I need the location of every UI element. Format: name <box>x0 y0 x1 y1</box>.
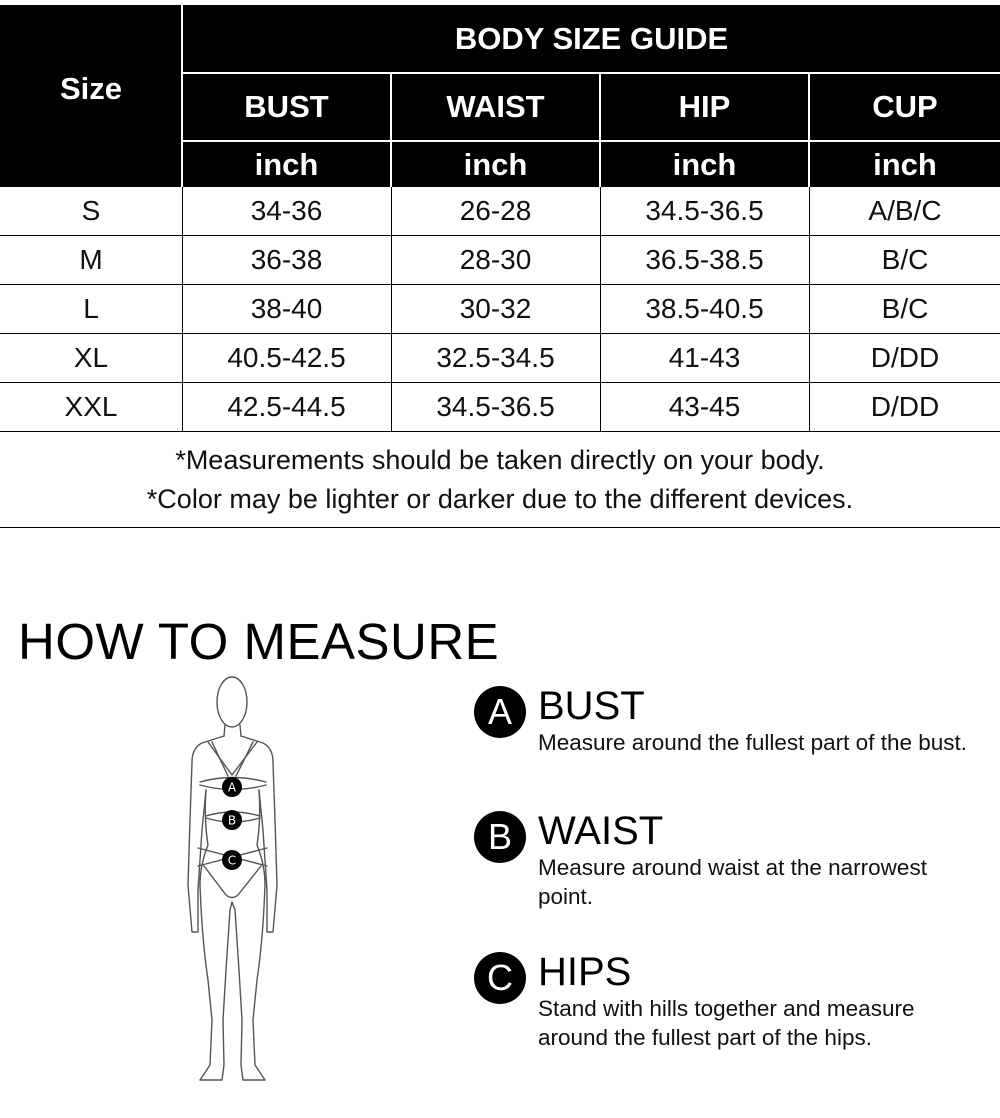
column-divider <box>182 334 183 382</box>
column-divider <box>600 285 601 333</box>
step-description: Stand with hills together and measure around the fullest part of the hips. <box>538 996 915 1050</box>
column-divider <box>391 383 392 431</box>
marker-c-icon <box>222 850 242 870</box>
table-row <box>0 383 1000 432</box>
size-cell: XL <box>73 342 109 373</box>
size-cell: L <box>83 293 99 324</box>
marker-a-icon <box>222 777 242 797</box>
bust-cell: 36-38 <box>250 244 323 275</box>
column-header-hip: HIP <box>678 89 731 124</box>
column-divider <box>809 187 810 235</box>
waist-cell: 34.5-36.5 <box>436 391 555 422</box>
column-divider <box>391 236 392 284</box>
size-cell: S <box>81 195 101 226</box>
hip-cell: 34.5-36.5 <box>645 195 764 226</box>
cup-cell: B/C <box>881 244 929 275</box>
table-title: BODY SIZE GUIDE <box>454 20 729 56</box>
size-cell: XXL <box>64 391 118 422</box>
letter-c-icon: C <box>474 952 526 1004</box>
svg-text:C: C <box>227 853 237 868</box>
svg-text:B: B <box>227 813 237 828</box>
header-divider <box>599 74 601 187</box>
table-row <box>0 334 1000 383</box>
column-divider <box>182 285 183 333</box>
hip-cell: 38.5-40.5 <box>645 293 764 324</box>
step-description: Measure around waist at the narrowest point. <box>538 855 927 909</box>
size-chart-table <box>0 5 1000 528</box>
bust-cell: 38-40 <box>250 293 323 324</box>
cup-cell: D/DD <box>870 342 940 373</box>
waist-cell: 32.5-34.5 <box>436 342 555 373</box>
column-divider <box>809 334 810 382</box>
body-outline-icon <box>170 670 300 1095</box>
size-cell: M <box>79 244 103 275</box>
step-heading: BUST <box>538 684 645 728</box>
column-divider <box>391 285 392 333</box>
bust-cell: 42.5-44.5 <box>227 391 346 422</box>
table-row <box>0 285 1000 334</box>
waist-cell: 26-28 <box>459 195 532 226</box>
bust-cell: 40.5-42.5 <box>227 342 346 373</box>
cup-cell: A/B/C <box>868 195 942 226</box>
svg-text:A: A <box>227 780 237 795</box>
hip-cell: 43-45 <box>668 391 741 422</box>
letter-b-icon: B <box>474 811 526 863</box>
step-heading: HIPS <box>538 950 632 994</box>
column-divider <box>600 236 601 284</box>
marker-b-icon <box>222 810 242 830</box>
column-divider <box>391 187 392 235</box>
column-divider <box>600 187 601 235</box>
column-divider <box>809 236 810 284</box>
header-divider <box>390 74 392 187</box>
cup-cell: B/C <box>881 293 929 324</box>
column-divider <box>809 285 810 333</box>
size-column-header: Size <box>59 71 123 106</box>
column-divider <box>600 383 601 431</box>
hip-cell: 36.5-38.5 <box>645 244 764 275</box>
column-header-cup: CUP <box>872 89 938 124</box>
step-description: Measure around the fullest part of the bust. <box>538 730 968 755</box>
column-divider <box>391 334 392 382</box>
how-to-measure-title: HOW TO MEASURE <box>18 613 500 670</box>
column-divider <box>182 236 183 284</box>
note-measurements: *Measurements should be taken directly on your body. <box>175 444 825 475</box>
column-header-waist: WAIST <box>446 89 545 124</box>
header-divider <box>181 72 1000 74</box>
header-divider <box>181 140 1000 142</box>
column-divider <box>809 383 810 431</box>
cup-cell: D/DD <box>870 391 940 422</box>
column-divider <box>182 187 183 235</box>
table-header <box>0 5 1000 187</box>
table-row <box>0 236 1000 285</box>
unit-label-hip: inch <box>672 146 737 182</box>
header-divider <box>808 74 810 187</box>
note-color: *Color may be lighter or darker due to the different devices. <box>146 483 854 514</box>
unit-label-cup: inch <box>873 146 937 182</box>
waist-cell: 30-32 <box>459 293 532 324</box>
column-header-bust: BUST <box>244 89 329 124</box>
column-divider <box>182 383 183 431</box>
column-divider <box>600 334 601 382</box>
header-divider <box>181 5 183 187</box>
waist-cell: 28-30 <box>459 244 532 275</box>
unit-label-bust: inch <box>254 146 319 182</box>
table-notes <box>0 432 1000 528</box>
table-row <box>0 187 1000 236</box>
step-heading: WAIST <box>538 809 664 853</box>
letter-a-icon: A <box>474 686 526 738</box>
bust-cell: 34-36 <box>250 195 323 226</box>
hip-cell: 41-43 <box>668 342 741 373</box>
unit-label-waist: inch <box>463 146 528 182</box>
